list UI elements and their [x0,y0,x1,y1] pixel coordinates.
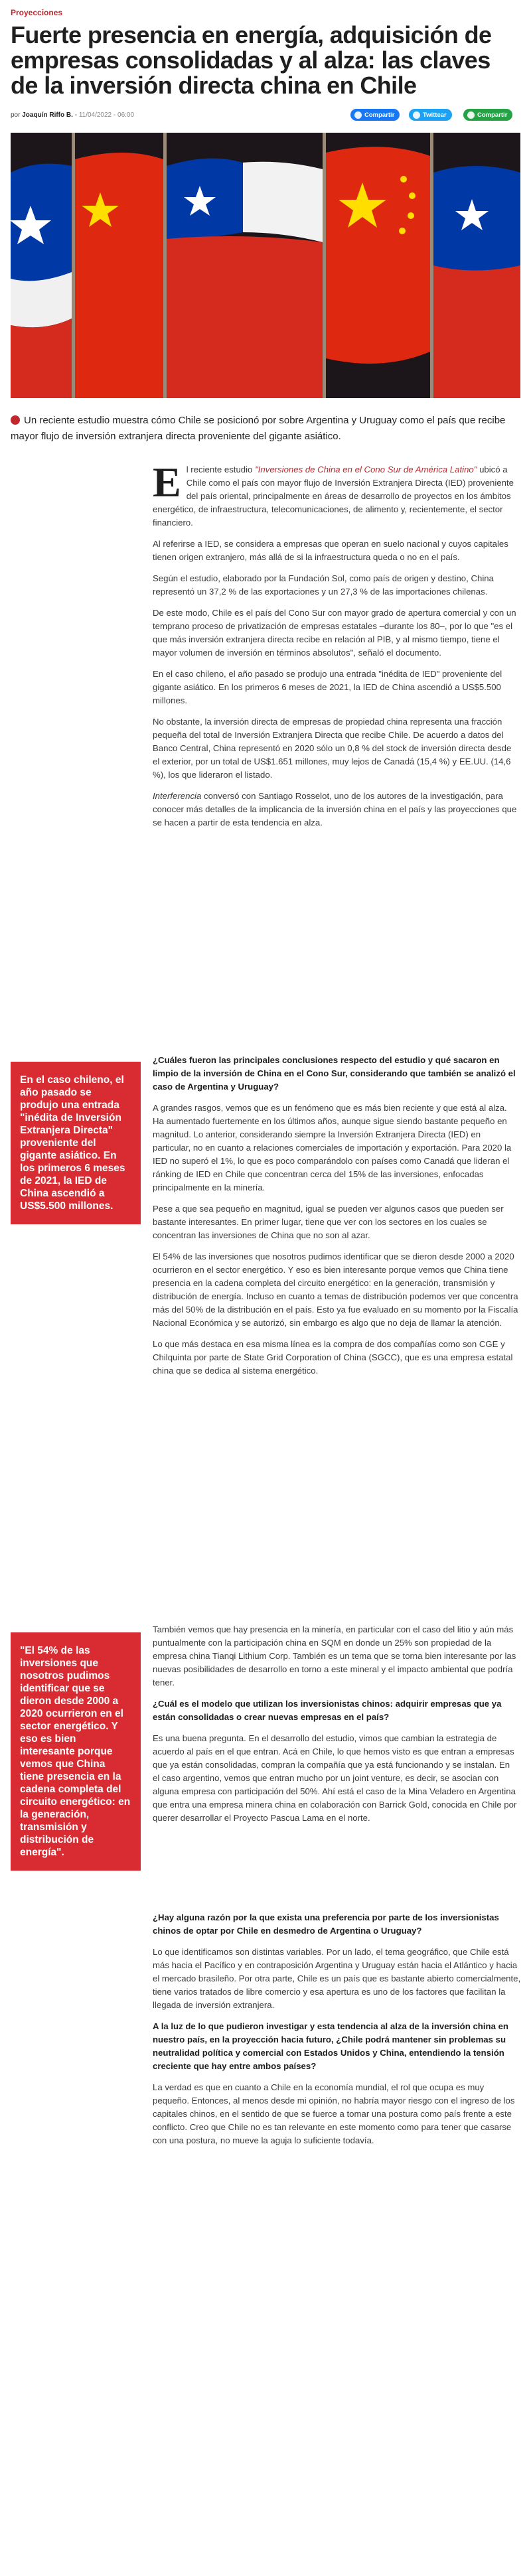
drop-cap: E [153,459,181,506]
byline-prefix: por [11,111,21,119]
paragraph [153,790,519,829]
hero-image [11,133,520,398]
paragraph-text: ubicó a Chile como el país con mayor flujo de Inversión Extranjera Directa (IED) proveniente del país oriental, principalmente en áreas de desarrollo de proyectos en los ámbitos energético, de infraestructura, telecomunicaciones, de alimento y, recientemente, el sector financiero. [153,465,514,528]
chile-flag [167,159,323,398]
paragraph: Lo que más destaca en esa misma línea es la compra de dos compañías como son CGE y Chilquinta por parte de State Grid Corporation of China (SGCC), que es una empresa estatal china que se dedica al sistema energético. [153,1339,513,1376]
interview-question: ¿Cuál es el modelo que utilizan los inversionistas chinos: adquirir empresas que ya están consolidadas o crear nuevas empresas en el país? [153,1699,502,1722]
photo-caption-text: Un reciente estudio muestra cómo Chile se posicionó por sobre Argentina y Uruguay como el país que recibe mayor flujo de inversión extranjera directa proveniente del gigante asiático. [11,415,506,442]
article-body-interview-3 [153,1911,522,2155]
paragraph: La verdad es que en cuanto a Chile en la economía mundial, el rol que ocupa es muy pequeño. Entonces, al menos desde mi opinión, no habría mayor riesgo con el ingreso de los capitales chinos, en el sentido de que se fuerce a tomar una postura como país frente a este conflicto. Creo que Chile no es tan relevante en este momento como para tener que casarse con una postura, no mueve la aguja lo suficiente todavía. [153,2082,515,2145]
flagpole [163,133,167,398]
whatsapp-icon [467,111,475,119]
chile-flag [433,166,520,398]
share-whatsapp-label: Compartir [477,111,508,119]
byline-separator: - [74,111,78,119]
paragraph-text: conversó con Santiago Rosselot, uno de los autores de la investigación, para conocer más detalles de la implicancia de la inversión china en el país y las proyecciones que se hacen a partir de esta tendencia en alza. [153,791,517,827]
paragraph: También vemos que hay presencia en la minería, en particular con el caso del litio y aún más puntualmente con la participación china en SQM en donde un 25% son propiedad de la empresa china Tianqi Lithium Corp. También es un tema que se torna bien interesante por las nuevas posibilidades de desarrollo en torno a este mineral y el impacto ambiental que podría tener. [153,1624,516,1687]
article-body-interview-2 [153,1623,519,1833]
share-whatsapp-button[interactable] [463,109,512,121]
paragraph: No obstante, la inversión directa de empresas de propiedad china representa una fracción pequeña del total de Inversión Extranjera Directa que recibe Chile. De acuerdo a datos del Banco Central, China representó en 2020 sólo un 0,8 % del stock de inversión directa desde el exterior, por un total de US$1.651 millones, muy lejos de Canadá (15,4 %) y EE.UU. (14,6 %), los que lideraron el listado. [153,717,512,780]
paragraph: De este modo, Chile es el país del Cono Sur con mayor grado de apertura comercial y con un temprano proceso de privatización de empresas estatales –durante los 80–, por lo que "es el que más inversión extranjera directa recibe en relación al PIB, y al mismo tiempo, tiene el mayor volumen de inversión en términos absolutos", señaló el documento. [153,608,516,658]
paragraph: Es una buena pregunta. En el desarrollo del estudio, vimos que cambian la estrategia de acuerdo al país en el que entran. Acá en Chile, lo que hemos visto es que entran a empresas que ya están consolidadas, compran la compañía que ya está funcionando y se instalan. En el caso argentino, vemos que entran mucho por un joint venture, es decir, se asocian con alguna empresa con participación del 50%. Ahí está el caso de la Mina Veladero en Argentina que entra una empresa minera china en colaboración con Barrick Gold, conocida en Chile por querer desarrollar el Proyecto Pascua Lama en el norte. [153,1733,517,1823]
share-facebook-button[interactable] [350,109,400,121]
article-body-intro [153,459,519,837]
paragraph-text: l reciente estudio [186,465,256,474]
share-twitter-label: Twittear [423,111,447,119]
section-link[interactable]: Proyecciones [11,8,63,17]
study-link[interactable]: "Inversiones de China en el Cono Sur de América Latino" [255,465,477,474]
interview-question: A la luz de lo que pudieron investigar y esta tendencia al alza de la inversión china en nuestro país, en la proyección hacia futuro, ¿Chile podrá mantener sin problemas su neutralidad política y comercial con Estados Unidos y China, entendiendo la tensión creciente que hay entre ambos países? [153,2021,508,2071]
paragraph: En el caso chileno, el año pasado se produjo una entrada "inédita de IED" proveniente del gigante asiático. En los primeros 6 meses de 2021, la IED de China ascendió a US$5.500 millones. [153,669,502,705]
byline [11,111,134,119]
interview-question: ¿Hay alguna razón por la que exista una preferencia por parte de los inversionistas chinos de optar por Chile en desmedro de Argentina o Uruguay? [153,1912,499,1936]
camera-icon [11,415,20,425]
paragraph: Lo que identificamos son distintas variables. Por un lado, el tema geográfico, que Chile está más hacia el Pacífico y en contraposición Argentina y Uruguay están hacia el Atlántico y hacia el mercado brasileño. Por otra parte, Chile es un país que es bastante abierto comercialmente, tiene varios tratados de libre comercio y esa apertura es uno de los factores que facilitan la llegada de inversión extranjera. [153,1947,521,2010]
paragraph: El 54% de las inversiones que nosotros pudimos identificar que se dieron desde 2000 a 2020 ocurrieron en el sector energético. Y eso es bien interesante porque vemos que China tiene presencia en la cadena completa del circuito energético: en la generación, transmisión y distribución de energía. Incluso en cuanto a temas de distribución podemos ver que concentra más del 50% de la distribución en el país. Esto ya fue evaluado en su momento por la Fiscalía Nacional Económica y se autorizó, sin embargo es algo que no deja de llamar la atención. [153,1252,518,1328]
pull-quote: En el caso chileno, el año pasado se produjo una entrada "inédita de Inversión Extranjera Directa" proveniente del gigante asiático. En los primeros 6 meses de 2021, la IED de China ascendió a US$5.500 millones. [11,1062,141,1224]
twitter-icon [413,111,420,119]
publication-name: Interferencia [153,791,202,801]
share-twitter-button[interactable] [409,109,452,121]
paragraph: Según el estudio, elaborado por la Fundación Sol, como país de origen y destino, China representó un 37,2 % de las exportaciones y un 27,3 % de las importaciones chilenas. [153,573,494,597]
photo-caption [11,413,515,445]
facebook-icon [354,111,362,119]
paragraph: Al referirse a IED, se considera a empresas que operan en suelo nacional y cuyos capitales tienen origen extranjero, más allá de si la infraestructura queda o no en el país. [153,539,508,562]
chile-flag [11,164,72,398]
china-flag [75,153,163,398]
author-name[interactable]: Joaquín Riffo B. [22,111,73,119]
interview-question: ¿Cuáles fueron las principales conclusiones respecto del estudio y qué sacaron en limpio de la inversión de China en el Cono Sur, considerando que también se analizó el caso de Argentina y Uruguay? [153,1055,516,1092]
flagpole [72,133,75,398]
china-flag [326,147,430,364]
article-headline: Fuerte presencia en energía, adquisición de empresas consolidadas y al alza: las claves de la inversión directa china en Chile [11,21,492,99]
publish-date: 11/04/2022 - 06:00 [78,111,135,119]
article-body-interview-1 [153,1054,519,1386]
paragraph: Pese a que sea pequeño en magnitud, igual se pueden ver algunos casos que pueden ser bastante interesantes. En primer lugar, tiene que ver con los sectores en los cuales se concentran las inversiones de China que no son al azar. [153,1204,504,1240]
flagpole [323,133,326,398]
flagpole [430,133,433,398]
paragraph: A grandes rasgos, vemos que es un fenómeno que es más bien reciente y que está al alza. Ha aumentado fuertemente en los últimos años, aunque sigue siendo bastante pequeño en magnitud. Lo anterior, considerando siempre la Inversión Extranjera Directa (IED) en particular, no en cuanto a relaciones comerciales de importación y exportación. Para 2020 la IED no superó el 1%, lo que es poco comparándolo con países como Canadá que lideran el ránking de IED en Chile que concentran cerca del 15% de las inversiones, enfocadas principalmente en la minería. [153,1103,512,1192]
paragraph [153,459,519,530]
flags-illustration [11,133,520,398]
pull-quote: "El 54% de las inversiones que nosotros pudimos identificar que se dieron desde 2000 a 2020 ocurrieron en el sector energético. Y eso es bien interesante porque vemos que China tiene presencia en la cadena completa del circuito energético: en la generación, transmisión y distribución de energía". [11,1632,141,1871]
share-facebook-label: Compartir [364,111,395,119]
